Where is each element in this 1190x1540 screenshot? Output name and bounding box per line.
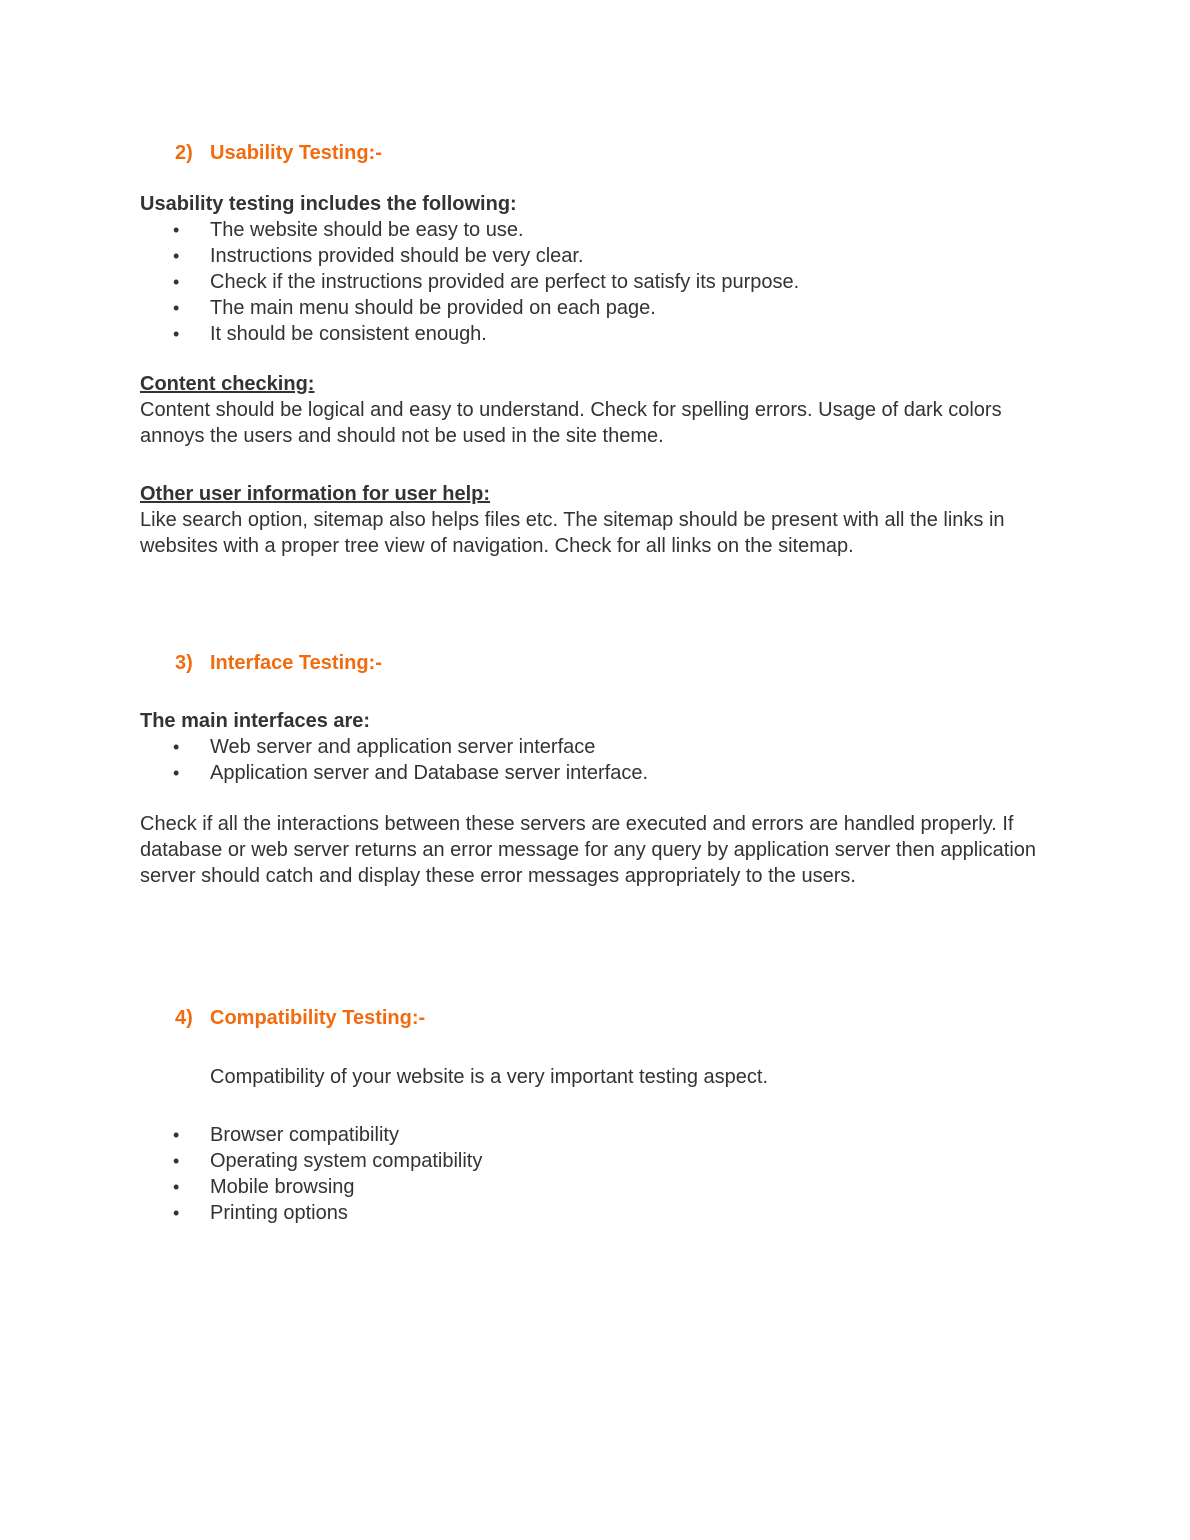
section-2-intro: Usability testing includes the following:	[140, 193, 517, 215]
bullet-icon: •	[173, 1177, 180, 1197]
section-3-number: 3)	[175, 652, 193, 674]
section-3-title: Interface Testing:-	[210, 652, 382, 674]
bullet-icon: •	[173, 763, 180, 783]
section-3-heading	[175, 650, 382, 676]
bullet-icon: •	[173, 1125, 180, 1145]
section-2-heading	[175, 140, 382, 166]
list-item: • Instructions provided should be very clear.	[173, 245, 584, 267]
content-checking-text: Content should be logical and easy to understand. Check for spelling errors. Usage of dark colors annoys the users and should not be used in the site theme.	[140, 399, 1002, 447]
list-item: • Mobile browsing	[173, 1176, 355, 1198]
user-help-heading: Other user information for user help:	[140, 483, 491, 505]
list-item: • Web server and application server interface	[173, 736, 596, 758]
list-item: • The main menu should be provided on each page.	[173, 297, 656, 319]
list-item: • Check if the instructions provided are perfect to satisfy its purpose.	[173, 271, 800, 293]
section-4-title: Compatibility Testing:-	[210, 1007, 426, 1029]
bullet-icon: •	[173, 272, 180, 292]
bullet-icon: •	[173, 298, 180, 318]
section-4-intro: Compatibility of your website is a very important testing aspect.	[210, 1066, 769, 1088]
user-help-block	[140, 481, 1050, 559]
section-3-body	[140, 708, 1050, 786]
section-2-body	[140, 191, 1050, 347]
section-2-title: Usability Testing:-	[210, 142, 382, 164]
section-3-list	[140, 734, 1050, 786]
section-4-body	[140, 1122, 1050, 1226]
bullet-icon: •	[173, 737, 180, 757]
section-4-heading	[175, 1005, 425, 1031]
bullet-icon: •	[173, 324, 180, 344]
section-2-number: 2)	[175, 142, 193, 164]
content-checking-heading: Content checking:	[140, 373, 315, 395]
bullet-icon: •	[173, 220, 180, 240]
list-item: • It should be consistent enough.	[173, 323, 487, 345]
bullet-icon: •	[173, 1151, 180, 1171]
section-4-list	[140, 1122, 1050, 1226]
bullet-icon: •	[173, 1203, 180, 1223]
user-help-text: Like search option, sitemap also helps files etc. The sitemap should be present with all the links in websites with a proper tree view of navigation. Check for all links on the sitemap.	[140, 509, 1005, 557]
section-2-list	[140, 217, 1050, 347]
section-4-intro-block	[210, 1064, 1050, 1090]
list-item: • Application server and Database server interface.	[173, 762, 649, 784]
section-3-paragraph: Check if all the interactions between these servers are executed and errors are handled properly. If database or web server returns an error message for any query by application server then application server should catch and display these error messages appropriately to the users.	[140, 813, 1037, 887]
section-4-number: 4)	[175, 1007, 193, 1029]
bullet-icon: •	[173, 246, 180, 266]
list-item: • Browser compatibility	[173, 1124, 399, 1146]
list-item: • Operating system compatibility	[173, 1150, 483, 1172]
section-3-paragraph-block	[140, 811, 1050, 889]
content-checking-block	[140, 371, 1050, 449]
list-item: • The website should be easy to use.	[173, 219, 524, 241]
list-item: • Printing options	[173, 1202, 348, 1224]
section-3-intro: The main interfaces are:	[140, 710, 371, 732]
